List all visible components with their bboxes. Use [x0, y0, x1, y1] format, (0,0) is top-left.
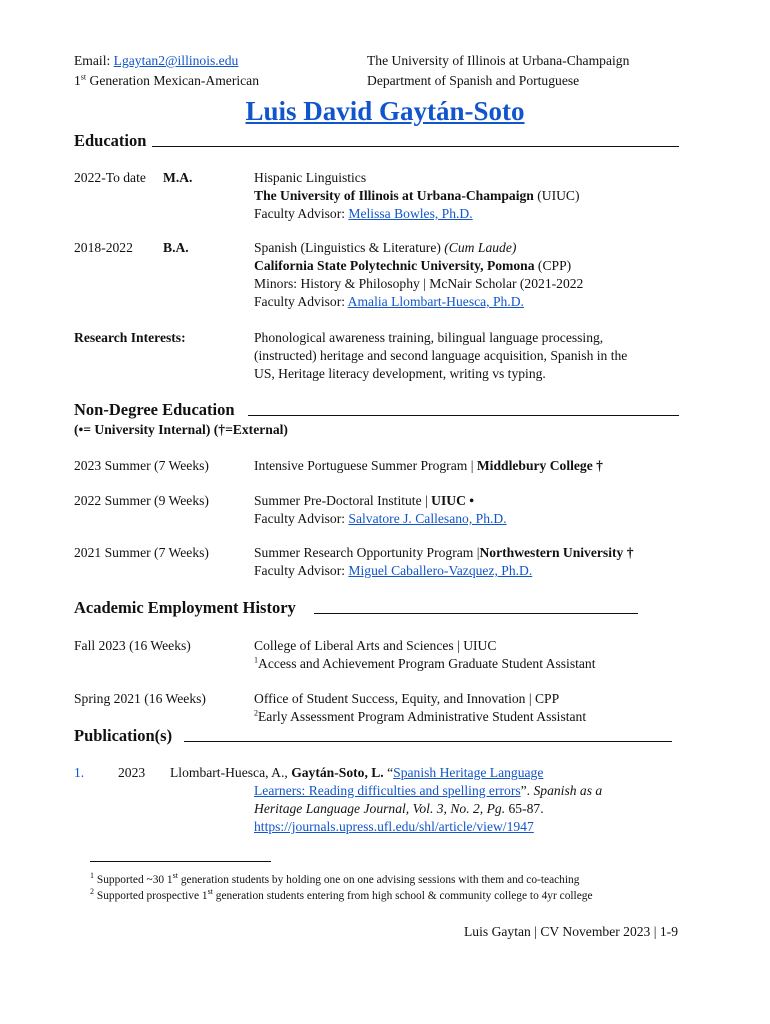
page-footer: Luis Gaytan | CV November 2023 | 1-9 [464, 924, 678, 939]
emp-date-fall-2023: Fall 2023 (16 Weeks) [74, 638, 191, 653]
ma-details: Hispanic Linguistics The University of Illinois at Urbana-Champaign (UIUC) Faculty Advisor: Melissa Bowles, Ph.D. [254, 170, 580, 221]
nd-program-2022: Summer Pre-Doctoral Institute | UIUC • Faculty Advisor: Salvatore J. Callesano, Ph.D. [254, 493, 507, 526]
footnote-ref-1[interactable]: 1 [254, 655, 258, 665]
pub-year: 2023 [118, 765, 146, 780]
pub-citation-line1: Llombart-Huesca, A., Gaytán-Soto, L. “Spanish Heritage Language [170, 765, 544, 780]
emp-details-fall-2023: College of Liberal Arts and Sciences | UIUC $^1$Access and Achievement Program Graduate Student Assistant [254, 638, 596, 671]
university-line: The University of Illinois at Urbana-Champaign [367, 53, 630, 68]
publications-rule [184, 741, 672, 742]
nd-date-2023: 2023 Summer (7 Weeks) [74, 458, 209, 473]
research-interests: Phonological awareness training, bilingual language processing, (instructed) heritage and second language acquisition, Spanish in the US, Heritage literacy development, writing vs typing. [254, 330, 628, 381]
pub-number: 1. [74, 765, 85, 780]
ba-details: Spanish (Linguistics & Literature) (Cum Laude) California State Polytechnic University, Pomona (CPP) Minors: History & Philosophy | McNair Scholar (2021-2022 Faculty Advisor: Amalia Llombart-Huesca, Ph.D. [254, 240, 584, 309]
nd-program-2021: Summer Research Opportunity Program |Northwestern University † Faculty Advisor: Miguel Caballero-Vazquez, Ph.D. [254, 545, 634, 578]
education-rule [152, 146, 679, 147]
nd-date-2022: 2022 Summer (9 Weeks) [74, 493, 209, 508]
cv-name-title[interactable]: Luis David Gaytán-Soto [245, 96, 525, 126]
ba-date: 2018-2022 [74, 240, 133, 255]
employment-heading: Academic Employment History [74, 598, 296, 617]
pub-title-link[interactable]: Spanish Heritage Language [393, 765, 544, 780]
emp-date-spring-2021: Spring 2021 (16 Weeks) [74, 691, 206, 706]
department-line: Department of Spanish and Portuguese [367, 73, 580, 88]
footnote-ref-2[interactable]: 2 [254, 708, 258, 718]
page-range: 1-9 [659, 924, 678, 939]
pub-title-link-cont[interactable]: Learners: Reading difficulties and spelling errors [254, 783, 521, 798]
non-degree-legend: (•= University Internal) (†=External) [74, 422, 288, 437]
ba-degree: B.A. [163, 240, 189, 255]
non-degree-heading: Non-Degree Education [74, 400, 235, 419]
advisor-link-bowles[interactable]: Melissa Bowles, Ph.D. [348, 206, 473, 221]
footnote-1: $^1$ Supported ~30 1st generation students by holding one on one advising sessions with them and co-teaching [90, 871, 580, 886]
email-line: Email: Lgaytan2@illinois.edu [74, 53, 239, 68]
nd-date-2021: 2021 Summer (7 Weeks) [74, 545, 209, 560]
advisor-link-callesano[interactable]: Salvatore J. Callesano, Ph.D. [348, 511, 507, 526]
publications-heading: Publication(s) [74, 726, 173, 745]
education-heading: Education [74, 131, 147, 150]
footnote-separator [90, 861, 271, 862]
pub-citation-cont: Learners: Reading difficulties and spelling errors”. Spanish as a Heritage Language Journal, Vol. 3, No. 2, Pg. 65-87. https://journals.upress.ufl.edu/shl/article/view/1947 [254, 783, 603, 834]
employment-rule [314, 613, 638, 614]
ma-degree: M.A. [163, 170, 193, 185]
pub-url-link[interactable]: https://journals.upress.ufl.edu/shl/article/view/1947 [254, 819, 534, 834]
research-label: Research Interests: [74, 330, 186, 345]
ma-date: 2022-To date [74, 170, 146, 185]
advisor-link-caballero[interactable]: Miguel Caballero-Vazquez, Ph.D. [348, 563, 533, 578]
email-link[interactable]: Lgaytan2@illinois.edu [113, 53, 239, 68]
advisor-link-llombart[interactable]: Amalia Llombart-Huesca, Ph.D. [347, 294, 524, 309]
footnote-2: $^2$ Supported prospective 1st generation students entering from high school & community college to 4yr college [90, 887, 593, 902]
non-degree-rule [248, 415, 679, 416]
emp-details-spring-2021: Office of Student Success, Equity, and Innovation | CPP $^2$Early Assessment Program Administrative Student Assistant [254, 691, 587, 724]
nd-program-2023: Intensive Portuguese Summer Program | Middlebury College † [254, 458, 603, 473]
generation-line: 1st Generation Mexican-American [74, 72, 260, 88]
